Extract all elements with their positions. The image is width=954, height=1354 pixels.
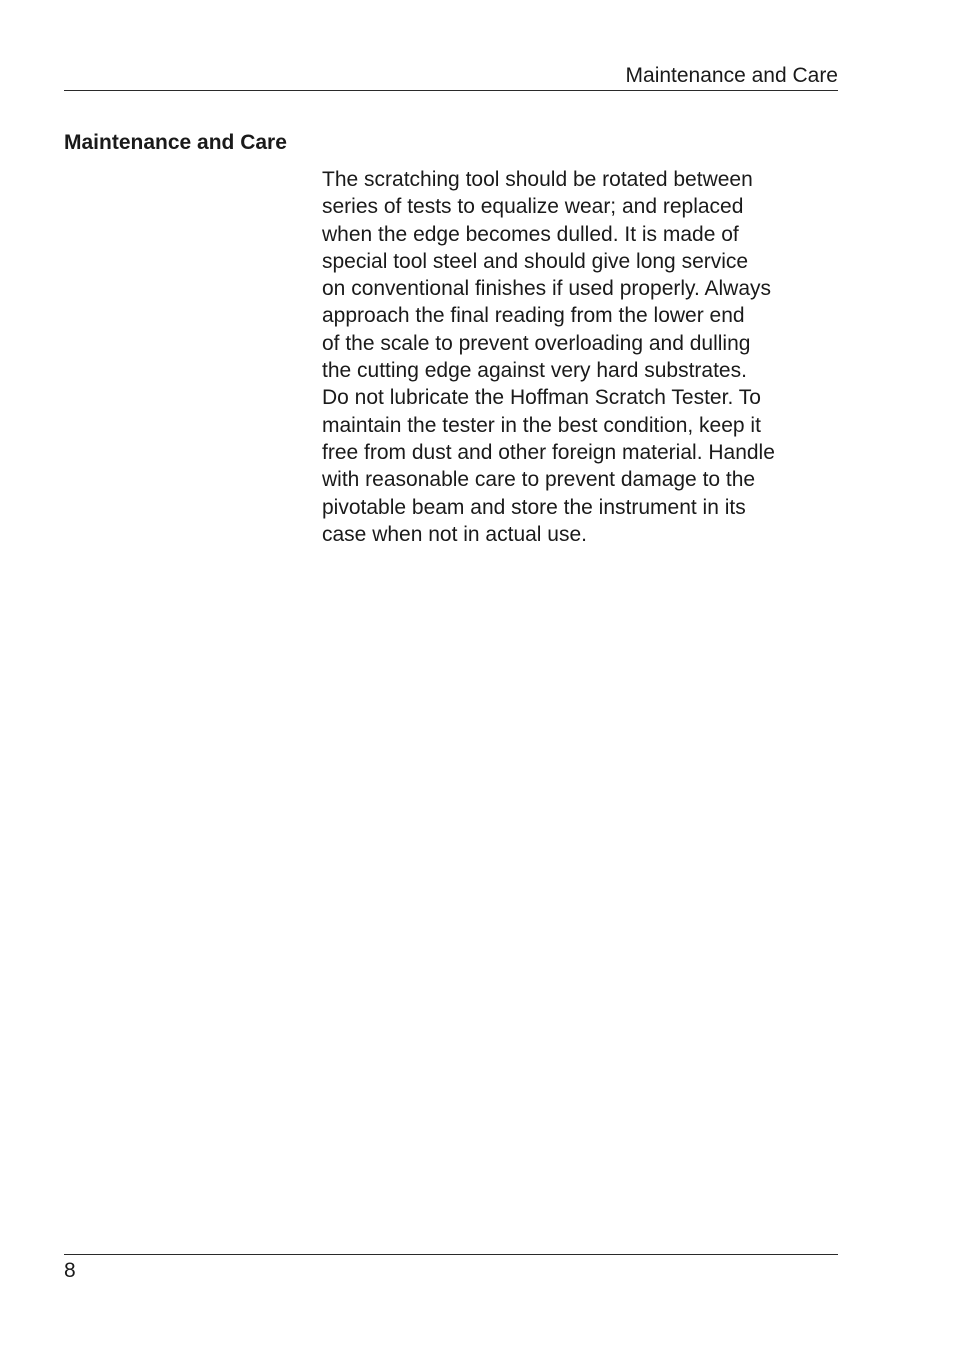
body-line: maintain the tester in the best condition, keep it [322, 413, 761, 437]
body-line: approach the final reading from the lower end [322, 304, 745, 328]
body-line: of the scale to prevent overloading and dulling [322, 331, 751, 355]
body-line: on conventional finishes if used properly. Always [322, 277, 772, 301]
body-line: with reasonable care to prevent damage to the [322, 468, 756, 492]
section-heading: Maintenance and Care [64, 131, 287, 154]
body-line: series of tests to equalize wear; and replaced [322, 195, 744, 219]
body-line: free from dust and other foreign material. Handle [322, 440, 775, 464]
body-line: case when not in actual use. [322, 522, 588, 546]
section-body [322, 166, 827, 548]
body-line: The scratching tool should be rotated between [322, 168, 753, 191]
body-line: Do not lubricate the Hoffman Scratch Tester. To [322, 386, 761, 410]
footer-divider [64, 1254, 838, 1255]
running-header: Maintenance and Care [625, 64, 838, 87]
header-divider [64, 90, 838, 91]
body-line: the cutting edge against very hard substrates. [322, 359, 747, 383]
page-number: 8 [64, 1259, 76, 1282]
body-line: pivotable beam and store the instrument in its [322, 495, 746, 519]
body-line: when the edge becomes dulled. It is made of [322, 222, 739, 246]
body-line: special tool steel and should give long service [322, 249, 749, 273]
